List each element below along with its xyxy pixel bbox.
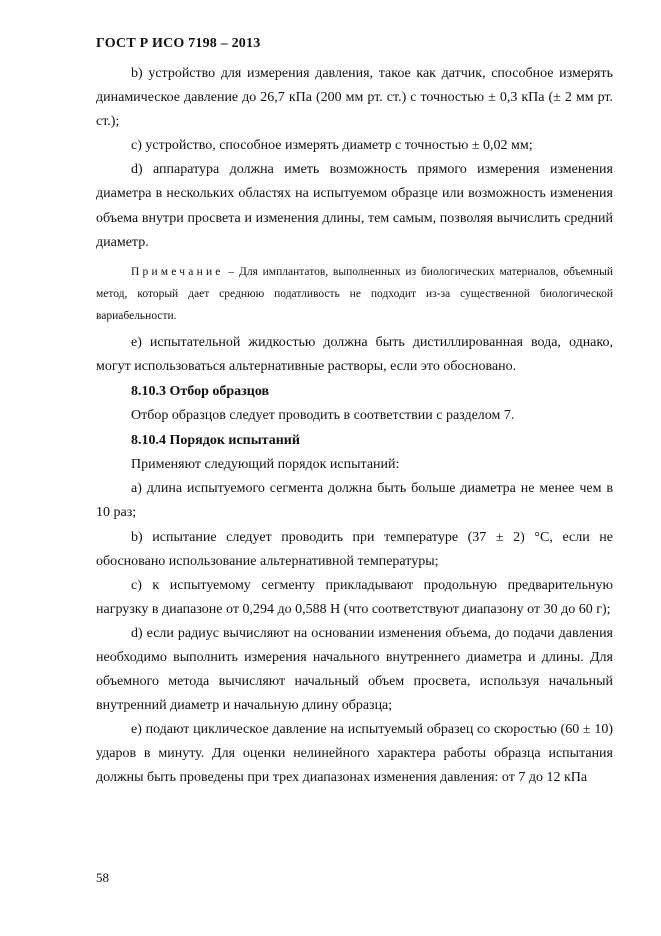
- paragraph-sampling: Отбор образцов следует проводить в соответствии с разделом 7.: [131, 408, 515, 424]
- document-body: [96, 62, 613, 791]
- list-item-d-volumetric: d) если радиус вычисляют на основании изменения объема, до подачи давления необходимо выполнить измерения начального внутреннего диаметра и длины. Для объемного метода вычисляют начальный объем просвета, используя начальный внутренний диаметр и начальную длину образца;: [96, 625, 613, 714]
- note-text: – Для имплантатов, выполненных из биологических материалов, объемный метод, который дает среднюю податливость не подходит из-за существенной биологической вариабельности.: [96, 265, 613, 322]
- list-item-b-temperature: b) испытание следует проводить при температуре (37 ± 2) °С, если не обосновано использование альтернативной температуры;: [96, 529, 613, 569]
- document-code-header: ГОСТ Р ИСО 7198 – 2013: [96, 36, 261, 51]
- list-item-e-test-fluid: e) испытательной жидкостью должна быть дистиллированная вода, однако, могут использоваться альтернативные растворы, если это обосновано.: [96, 334, 613, 374]
- note-paragraph: [96, 261, 613, 327]
- list-item-c-diameter-device: c) устройство, способное измерять диаметр с точностью ± 0,02 мм;: [131, 138, 533, 154]
- paragraph-procedure-intro: Применяют следующий порядок испытаний:: [131, 457, 400, 473]
- list-item-c-preload: c) к испытуемому сегменту прикладывают продольную предварительную нагрузку в диапазоне от 0,294 до 0,588 Н (что соответствуют диапазону от 30 до 60 г);: [96, 577, 613, 617]
- list-item-e-cyclic-pressure: e) подают циклическое давление на испытуемый образец со скоростью (60 ± 10) ударов в минуту. Для оценки нелинейного характера работы образца испытания должны быть проведены при трех диапазонах изменения давления: от 7 до 12 кПа: [96, 722, 613, 786]
- section-heading-sampling: 8.10.3 Отбор образцов: [131, 383, 270, 399]
- note-label: Примечание: [131, 265, 224, 278]
- list-item-a-segment-length: a) длина испытуемого сегмента должна быть больше диаметра не менее чем в 10 раз;: [96, 481, 613, 521]
- page-number: 58: [96, 870, 109, 885]
- section-heading-procedure: 8.10.4 Порядок испытаний: [131, 433, 300, 449]
- list-item-d-apparatus: d) аппаратура должна иметь возможность прямого измерения изменения диаметра в нескольких областях на испытуемом образце или возможность изменения объема внутри просвета и изменения длины, тем самым, позволяя вычислить средний диаметр.: [96, 162, 613, 250]
- document-page: [96, 0, 613, 936]
- list-item-b-pressure-device: b) устройство для измерения давления, такое как датчик, способное измерять динамическое давление до 26,7 кПа (200 мм рт. ст.) с точностью ± 0,3 кПа (± 2 мм рт. ст.);: [96, 66, 613, 130]
